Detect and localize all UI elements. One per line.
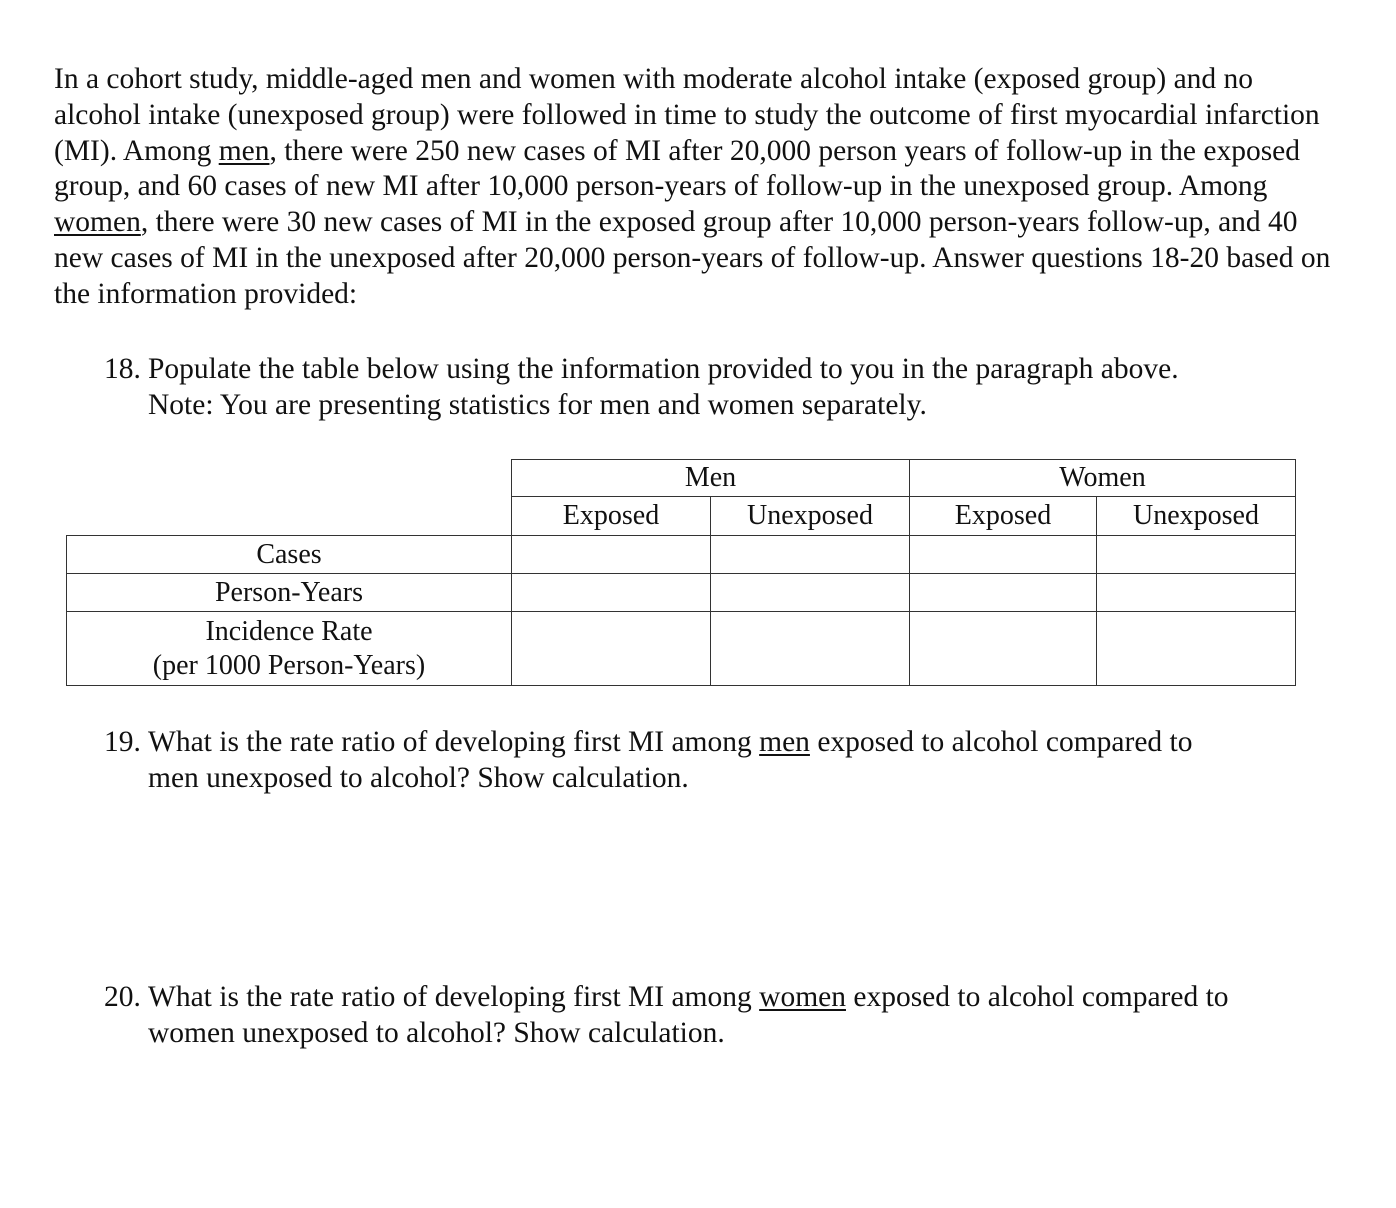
row-label-incidence-rate [66, 611, 512, 686]
question-20 [104, 980, 1334, 1051]
question-18-line2: Note: You are presenting statistics for men and women separately. [148, 388, 927, 421]
intro-text-1: In a cohort study, middle-aged men and women with moderate alcohol intake (exposed group) and no alcohol intake (unexposed group) were followed in time to study the outcome of first myocardial infarction (MI). Among [54, 63, 1320, 167]
row-label-person-years [66, 573, 512, 612]
intro-men-underlined: men [218, 134, 270, 167]
header-women-unexposed-label: Unexposed [1133, 500, 1259, 531]
header-men-exposed-label: Exposed [562, 500, 660, 531]
question-19-pre: What is the rate ratio of developing first MI among [148, 726, 760, 758]
cell-cases-women-exposed[interactable] [909, 535, 1097, 574]
row-label-cases [66, 535, 512, 574]
cell-py-men-exposed[interactable] [511, 573, 711, 612]
intro-paragraph [54, 62, 1344, 313]
row-label-person-years-text: Person-Years [214, 576, 364, 608]
cell-cases-men-exposed[interactable] [511, 535, 711, 574]
header-women-exposed [909, 496, 1097, 536]
cell-ir-men-unexposed[interactable] [710, 611, 910, 686]
question-20-post: exposed to alcohol compared to [845, 981, 1229, 1013]
question-18 [104, 352, 1334, 423]
cell-py-women-exposed[interactable] [909, 573, 1097, 612]
header-women [909, 459, 1296, 497]
row-label-incidence-line2: (per 1000 Person-Years) [152, 649, 426, 681]
question-18-line1: Populate the table below using the information provided to you in the paragraph above. [148, 353, 1179, 385]
cell-ir-women-unexposed[interactable] [1096, 611, 1296, 686]
header-men-label: Men [684, 462, 737, 493]
header-men-unexposed [710, 496, 910, 536]
question-19-number: 19. [104, 726, 141, 758]
cell-ir-women-exposed[interactable] [909, 611, 1097, 686]
header-women-label: Women [1059, 462, 1146, 493]
intro-women-underlined: women [54, 206, 141, 239]
question-20-emph: women [759, 981, 846, 1013]
intro-text-3: , there were 30 new cases of MI in the exposed group after 10,000 person-years follow-up, and 40 new cases of MI in the unexposed after 20,000 person-years of follow-up. Answer questions 18-20 based on the information provided: [54, 206, 1331, 310]
header-women-exposed-label: Exposed [954, 500, 1052, 531]
cell-ir-men-exposed[interactable] [511, 611, 711, 686]
row-label-incidence-line1: Incidence Rate [205, 615, 373, 647]
question-19-emph: men [759, 726, 810, 758]
header-men-exposed [511, 496, 711, 536]
cell-cases-women-unexposed[interactable] [1096, 535, 1296, 574]
question-20-pre: What is the rate ratio of developing first MI among [148, 981, 760, 1013]
header-women-unexposed [1096, 496, 1296, 536]
cell-py-women-unexposed[interactable] [1096, 573, 1296, 612]
question-19-line2: men unexposed to alcohol? Show calculation. [148, 761, 689, 794]
cell-py-men-unexposed[interactable] [710, 573, 910, 612]
question-19 [104, 725, 1334, 796]
row-label-cases-text: Cases [256, 538, 322, 570]
intro-text-2: , there were 250 new cases of MI after 20,000 person years of follow-up in the exposed group, and 60 cases of new MI after 10,000 person-years of follow-up in the unexposed group. Among [54, 134, 1301, 203]
header-men-unexposed-label: Unexposed [747, 500, 873, 531]
question-20-line2: women unexposed to alcohol? Show calculation. [148, 1016, 725, 1049]
question-20-number: 20. [104, 981, 141, 1013]
header-men [511, 459, 910, 497]
cell-cases-men-unexposed[interactable] [710, 535, 910, 574]
question-19-post: exposed to alcohol compared to [809, 726, 1193, 758]
question-18-number: 18. [104, 353, 141, 385]
